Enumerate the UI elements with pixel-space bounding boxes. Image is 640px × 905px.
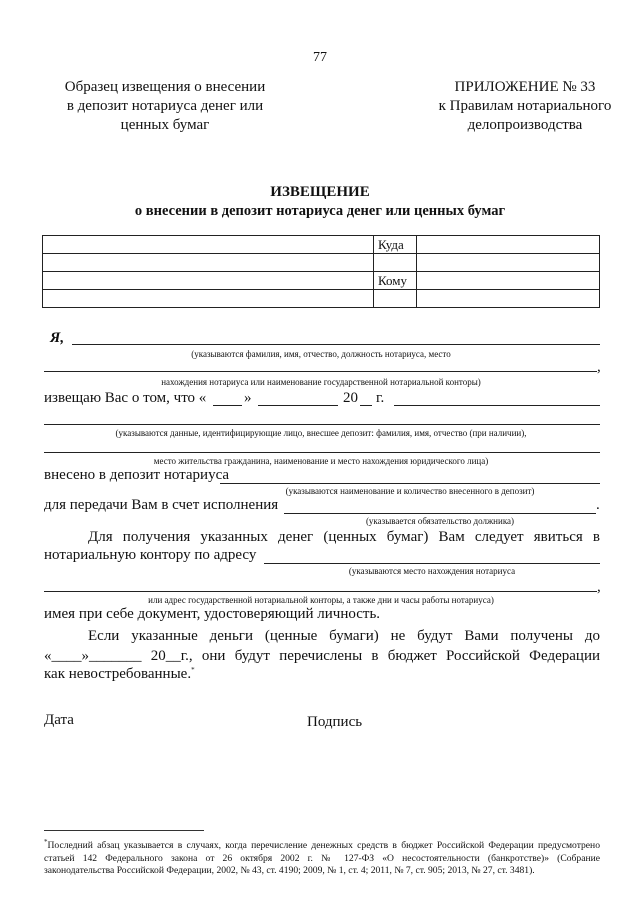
hint-obligation: (указывается обязательство должника) xyxy=(365,516,515,526)
receive-line-2: нотариальную контору по адресу xyxy=(44,547,257,563)
address-value-cell[interactable] xyxy=(417,254,600,272)
address-label-cell xyxy=(374,254,417,272)
appendix-caption-line: к Правилам нотариального xyxy=(438,98,612,114)
appendix-caption-line: ПРИЛОЖЕНИЕ № 33 xyxy=(454,79,596,95)
appendix-caption xyxy=(425,78,625,135)
signature-label: Подпись xyxy=(307,714,363,730)
footnote-line xyxy=(44,836,600,853)
address-blank-cell[interactable] xyxy=(43,236,374,254)
depositor-field-2[interactable] xyxy=(44,424,600,425)
document-subtitle: о внесении в депозит нотариуса денег или ценных бумаг xyxy=(134,203,506,219)
period: . xyxy=(596,497,600,513)
notary-name-field[interactable] xyxy=(72,344,600,345)
depositor-field-3[interactable] xyxy=(44,452,600,453)
address-value-cell[interactable] xyxy=(417,272,600,290)
address-blank-cell[interactable] xyxy=(43,290,374,308)
comma: , xyxy=(597,579,601,595)
footnote xyxy=(44,836,600,878)
notify-day-field[interactable] xyxy=(213,405,242,406)
hint-notary-2: нахождения нотариуса или наименование государственной нотариальной конторы) xyxy=(161,377,481,387)
sample-caption-line: Образец извещения о внесении xyxy=(64,79,266,95)
table-row xyxy=(43,254,600,272)
sample-caption xyxy=(45,78,285,135)
table-row xyxy=(43,236,600,254)
appendix-caption-line: делопроизводства xyxy=(467,117,583,133)
unclaimed-line-3-text: как невостребованные. xyxy=(44,666,192,682)
notary-location-field[interactable] xyxy=(44,371,597,372)
address-table xyxy=(42,235,600,308)
table-row xyxy=(43,272,600,290)
notify-year-field[interactable] xyxy=(360,405,372,406)
footnote-ref[interactable]: * xyxy=(191,666,195,674)
id-document-text: имея при себе документ, удостоверяющий личность. xyxy=(44,606,381,622)
deposited-field[interactable] xyxy=(220,483,600,484)
footnote-line-text: Последний абзац указывается в случаях, когда перечисление денежных средств в бюджет Российской Федерации предусмотрено xyxy=(47,840,600,852)
office-address-field-2[interactable] xyxy=(44,591,597,592)
page-number: 77 xyxy=(313,50,327,65)
address-blank-cell[interactable] xyxy=(43,272,374,290)
sample-caption-line: ценных бумаг xyxy=(120,117,210,133)
sample-caption-line: в депозит нотариуса денег или xyxy=(66,98,264,114)
hint-notary-1: (указываются фамилия, имя, отчество, должность нотариуса, место xyxy=(191,349,451,359)
hint-address-2: или адрес государственной нотариальной конторы, а также дни и часы работы нотариуса) xyxy=(148,595,494,605)
document-title: ИЗВЕЩЕНИЕ xyxy=(270,184,370,200)
notify-year-prefix: 20 xyxy=(343,390,358,406)
date-label: Дата xyxy=(44,712,74,728)
notify-month-field[interactable] xyxy=(258,405,338,406)
deposited-text: внесено в депозит нотариуса xyxy=(44,467,230,483)
notify-text: извещаю Вас о том, что « xyxy=(44,390,207,406)
hint-address-1: (указываются место нахождения нотариуса xyxy=(348,566,516,576)
address-value-cell[interactable] xyxy=(417,236,600,254)
unclaimed-line-1: Если указанные деньги (ценные бумаги) не будут Вами получены до xyxy=(88,628,600,644)
hint-depositor-2: место жительства гражданина, наименование и место нахождения юридического лица) xyxy=(153,456,489,466)
obligation-field[interactable] xyxy=(284,513,596,514)
depositor-field-1[interactable] xyxy=(394,405,600,406)
transfer-text: для передачи Вам в счет исполнения xyxy=(44,497,279,513)
address-label-cell xyxy=(374,290,417,308)
office-address-field-1[interactable] xyxy=(264,563,600,564)
address-label-cell: Кому xyxy=(374,272,417,290)
unclaimed-line-3 xyxy=(44,666,195,683)
hint-depositor-1: (указываются данные, идентифицирующие лицо, внесшее депозит: фамилия, имя, отчество (при наличии), xyxy=(115,428,527,438)
footnote-line: статьей 142 Федерального закона от 26 октября 2002 г. № 127-ФЗ «О несостоятельности (банкротстве)» (Собрание xyxy=(44,852,600,864)
comma: , xyxy=(597,359,601,375)
table-row xyxy=(43,290,600,308)
quote-close: » xyxy=(244,390,252,406)
footnote-separator xyxy=(44,830,204,831)
address-value-cell[interactable] xyxy=(417,290,600,308)
address-label-cell: Куда xyxy=(374,236,417,254)
hint-deposited: (указываются наименование и количество внесенного в депозит) xyxy=(285,486,535,496)
footnote-mark: * xyxy=(44,838,48,846)
footnote-line: законодательства Российской Федерации, 2002, № 43, ст. 4190; 2009, № 1, ст. 4; 2011, № 7, ст. 905; 2013, № 27, ст. 3481). xyxy=(44,865,535,877)
ya-label: Я, xyxy=(50,330,65,346)
address-blank-cell[interactable] xyxy=(43,254,374,272)
notify-year-suffix: г. xyxy=(376,390,385,406)
receive-line-1: Для получения указанных денег (ценных бумаг) Вам следует явиться в xyxy=(88,529,600,545)
unclaimed-line-2: «____»_______ 20__г., они будут перечислены в бюджет Российской Федерации xyxy=(44,648,600,664)
